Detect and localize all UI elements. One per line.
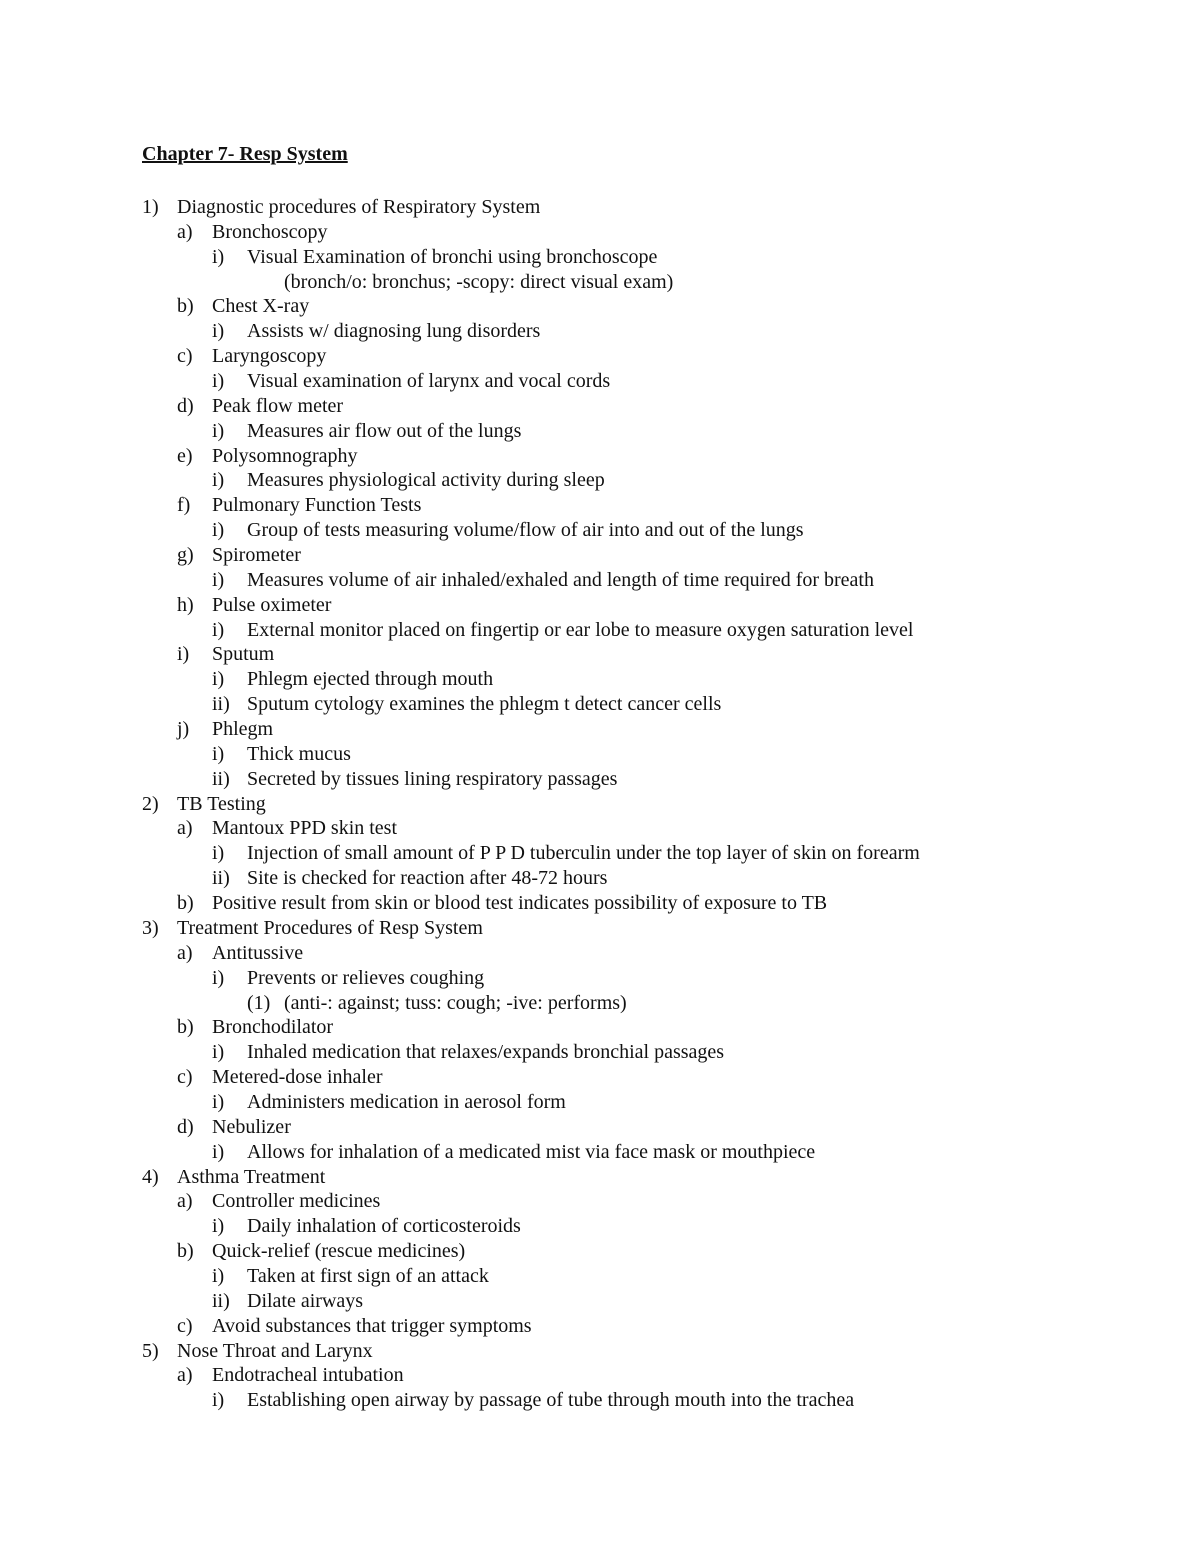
item-marker: i)	[212, 618, 225, 641]
item-text: Visual Examination of bronchi using bronchoscope	[247, 245, 658, 268]
outline-item	[0, 220, 1200, 245]
outline-item	[0, 344, 1200, 369]
item-text: Chest X-ray	[212, 295, 310, 318]
outline-item	[0, 394, 1200, 419]
item-text: (bronch/o: bronchus; -scopy: direct visual exam)	[284, 270, 674, 293]
item-text: Prevents or relieves coughing	[247, 966, 485, 989]
item-marker: 5)	[142, 1339, 159, 1362]
page-title: Chapter 7- Resp System	[142, 143, 348, 165]
item-text: Sputum	[212, 643, 275, 666]
outline-item	[0, 1239, 1200, 1264]
outline-item	[0, 1115, 1200, 1140]
item-marker: b)	[177, 1240, 194, 1263]
item-text: Injection of small amount of P P D tuberculin under the top layer of skin on forearm	[247, 842, 920, 865]
outline-item	[0, 270, 1200, 295]
item-marker: i)	[212, 320, 225, 343]
outline-item	[0, 1040, 1200, 1065]
outline-item	[0, 891, 1200, 916]
outline-item	[0, 792, 1200, 817]
outline-item	[0, 568, 1200, 593]
item-text: Phlegm	[212, 718, 274, 741]
item-text: Nebulizer	[212, 1115, 291, 1138]
item-marker: b)	[177, 1016, 194, 1039]
item-text: Allows for inhalation of a medicated mist via face mask or mouthpiece	[247, 1140, 816, 1163]
outline-item	[0, 1314, 1200, 1339]
item-text: Avoid substances that trigger symptoms	[212, 1314, 532, 1337]
item-marker: i)	[212, 469, 225, 492]
outline-item	[0, 991, 1200, 1016]
item-marker: a)	[177, 1364, 193, 1387]
item-marker: i)	[212, 419, 225, 442]
outline-item	[0, 816, 1200, 841]
item-marker: i)	[212, 245, 225, 268]
outline-item	[0, 419, 1200, 444]
outline-item	[0, 444, 1200, 469]
item-text: Laryngoscopy	[212, 345, 327, 368]
item-marker: (1)	[247, 991, 271, 1014]
item-text: External monitor placed on fingertip or ear lobe to measure oxygen saturation level	[247, 618, 914, 641]
item-text: Pulmonary Function Tests	[212, 494, 422, 517]
outline-item	[0, 543, 1200, 568]
item-marker: f)	[177, 494, 191, 517]
item-marker: d)	[177, 394, 194, 417]
item-text: Establishing open airway by passage of tube through mouth into the trachea	[247, 1389, 855, 1412]
outline-item	[0, 493, 1200, 518]
item-text: Secreted by tissues lining respiratory passages	[247, 767, 618, 790]
item-marker: 3)	[142, 916, 159, 939]
outline-item	[0, 468, 1200, 493]
outline-item	[0, 369, 1200, 394]
outline-item	[0, 667, 1200, 692]
item-text: Inhaled medication that relaxes/expands bronchial passages	[247, 1041, 725, 1064]
item-marker: a)	[177, 220, 193, 243]
outline-item	[0, 1065, 1200, 1090]
item-marker: i)	[212, 1140, 225, 1163]
outline-item	[0, 618, 1200, 643]
outline-item	[0, 1214, 1200, 1239]
item-marker: e)	[177, 444, 193, 467]
item-marker: i)	[212, 842, 225, 865]
item-marker: i)	[212, 742, 225, 765]
item-text: Taken at first sign of an attack	[247, 1264, 489, 1287]
item-text: Daily inhalation of corticosteroids	[247, 1215, 521, 1238]
item-text: Asthma Treatment	[177, 1165, 326, 1188]
item-text: Measures air flow out of the lungs	[247, 419, 522, 442]
outline-item	[0, 642, 1200, 667]
item-marker: i)	[177, 643, 190, 666]
item-text: Thick mucus	[247, 742, 351, 765]
item-text: Nose Throat and Larynx	[177, 1339, 373, 1362]
item-marker: c)	[177, 1066, 193, 1089]
outline-item	[0, 767, 1200, 792]
item-text: Endotracheal intubation	[212, 1364, 404, 1387]
item-marker: b)	[177, 295, 194, 318]
outline-item	[0, 1264, 1200, 1289]
item-marker: i)	[212, 668, 225, 691]
item-marker: g)	[177, 544, 194, 567]
item-text: Visual examination of larynx and vocal cords	[247, 370, 611, 393]
item-text: Diagnostic procedures of Respiratory System	[177, 196, 541, 218]
outline-item	[0, 195, 1200, 220]
item-marker: i)	[212, 1041, 225, 1064]
outline-item	[0, 1090, 1200, 1115]
item-marker: h)	[177, 593, 194, 616]
outline-item	[0, 1165, 1200, 1190]
item-text: TB Testing	[177, 792, 266, 815]
item-text: Site is checked for reaction after 48-72 hours	[247, 867, 608, 890]
item-text: Measures physiological activity during sleep	[247, 469, 605, 492]
item-text: Dilate airways	[247, 1289, 364, 1312]
outline-item	[0, 941, 1200, 966]
item-marker: i)	[212, 1090, 225, 1113]
outline-item	[0, 294, 1200, 319]
item-marker: i)	[212, 519, 225, 542]
item-text: (anti-: against; tuss: cough; -ive: performs)	[284, 991, 627, 1014]
item-marker: a)	[177, 817, 193, 840]
outline-item	[0, 518, 1200, 543]
item-text: Quick-relief (rescue medicines)	[212, 1240, 466, 1263]
item-text: Antitussive	[212, 941, 304, 964]
item-marker: 4)	[142, 1165, 159, 1188]
outline-item	[0, 916, 1200, 941]
outline-item	[0, 742, 1200, 767]
item-marker: i)	[212, 1264, 225, 1287]
outline-item	[0, 841, 1200, 866]
item-text: Controller medicines	[212, 1190, 381, 1213]
outline-list	[0, 195, 1200, 1413]
outline-item	[0, 1140, 1200, 1165]
item-marker: c)	[177, 1314, 193, 1337]
item-marker: i)	[212, 568, 225, 591]
outline-item	[0, 319, 1200, 344]
item-text: Assists w/ diagnosing lung disorders	[247, 320, 541, 343]
item-marker: c)	[177, 345, 193, 368]
item-text: Group of tests measuring volume/flow of air into and out of the lungs	[247, 519, 804, 542]
item-text: Metered-dose inhaler	[212, 1066, 383, 1089]
item-marker: i)	[212, 1215, 225, 1238]
outline-item	[0, 1015, 1200, 1040]
outline-item	[0, 593, 1200, 618]
item-marker: i)	[212, 370, 225, 393]
item-marker: i)	[212, 1389, 225, 1412]
item-marker: i)	[212, 966, 225, 989]
item-marker: d)	[177, 1115, 194, 1138]
item-text: Administers medication in aerosol form	[247, 1090, 566, 1113]
item-text: Bronchoscopy	[212, 220, 328, 243]
outline-item	[0, 966, 1200, 991]
outline-item	[0, 1189, 1200, 1214]
item-text: Polysomnography	[212, 444, 358, 467]
item-marker: j)	[177, 718, 190, 741]
item-text: Mantoux PPD skin test	[212, 817, 398, 840]
outline-item	[0, 1339, 1200, 1364]
outline-item	[0, 1363, 1200, 1388]
item-text: Treatment Procedures of Resp System	[177, 916, 483, 939]
item-text: Phlegm ejected through mouth	[247, 668, 494, 691]
outline-item	[0, 1388, 1200, 1413]
outline-item	[0, 717, 1200, 742]
item-text: Positive result from skin or blood test indicates possibility of exposure to TB	[212, 892, 828, 915]
outline-item	[0, 692, 1200, 717]
item-marker: 1)	[142, 196, 159, 218]
item-text: Measures volume of air inhaled/exhaled and length of time required for breath	[247, 568, 874, 591]
item-marker: b)	[177, 892, 194, 915]
item-text: Pulse oximeter	[212, 593, 332, 616]
outline-item	[0, 866, 1200, 891]
item-text: Spirometer	[212, 544, 301, 567]
item-text: Sputum cytology examines the phlegm t detect cancer cells	[247, 693, 722, 716]
item-marker: a)	[177, 1190, 193, 1213]
outline-item	[0, 1289, 1200, 1314]
item-marker: ii)	[212, 693, 230, 716]
item-text: Bronchodilator	[212, 1016, 334, 1039]
item-marker: ii)	[212, 1289, 230, 1312]
item-text: Peak flow meter	[212, 394, 344, 417]
outline-item	[0, 245, 1200, 270]
item-marker: 2)	[142, 792, 159, 815]
item-marker: ii)	[212, 767, 230, 790]
item-marker: a)	[177, 941, 193, 964]
item-marker: ii)	[212, 867, 230, 890]
